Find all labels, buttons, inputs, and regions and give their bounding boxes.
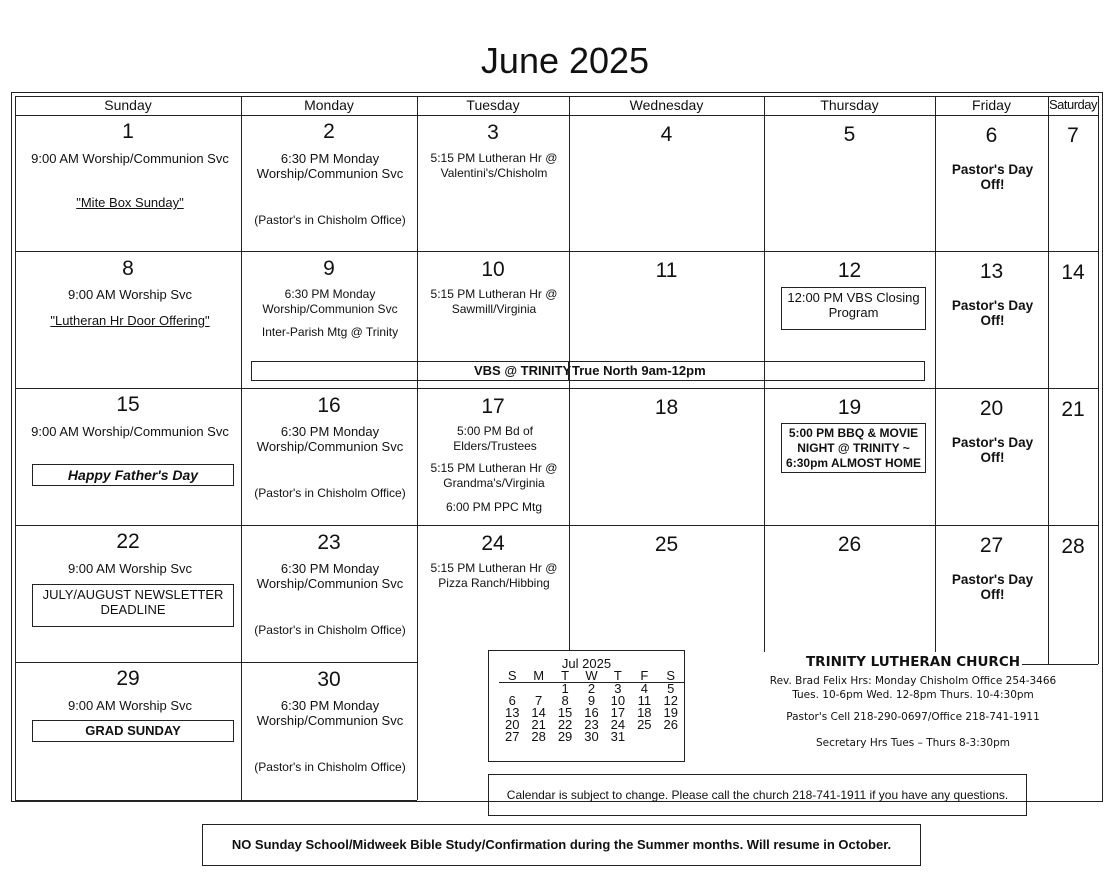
event-text: 9:00 AM Worship/Communion Svc	[31, 151, 229, 166]
day-number: 23	[317, 531, 341, 554]
mini-day: 2	[587, 681, 596, 696]
event-box: 12:00 PM VBS Closing Program	[781, 287, 926, 330]
event-text: (Pastor's in Chisholm Office)	[254, 213, 406, 227]
event-text: 6:30 PM Monday Worship/Communion Svc	[256, 151, 404, 181]
summer-note: NO Sunday School/Midweek Bible Study/Confirmation during the Summer months. Will resume in October.	[202, 824, 921, 866]
church-info	[748, 654, 1078, 750]
day-number: 2	[323, 120, 335, 143]
row-line	[15, 800, 417, 801]
day-name-wednesday: Wednesday	[629, 97, 704, 113]
mini-day: 11	[637, 693, 652, 708]
event-text: 9:00 AM Worship Svc	[67, 698, 193, 713]
col-line	[417, 96, 418, 800]
event-text: Inter-Parish Mtg @ Trinity	[261, 325, 399, 339]
vbs-banner-right: True North 9am-12pm	[572, 363, 706, 378]
mini-day: 9	[587, 693, 596, 708]
event-box: GRAD SUNDAY	[32, 720, 234, 742]
day-number: 12	[837, 259, 862, 282]
event-text: 5:15 PM Lutheran Hr @ Valentini's/Chisholm	[430, 151, 558, 180]
event-text: (Pastor's in Chisholm Office)	[254, 760, 406, 774]
day-number: 18	[654, 396, 679, 419]
mini-header: M	[525, 670, 551, 683]
day-name-friday: Friday	[972, 97, 1011, 113]
mini-day: 4	[640, 681, 648, 696]
col-line	[935, 96, 936, 652]
mini-day: 17	[610, 705, 626, 720]
col-line	[15, 96, 16, 800]
col-line	[1098, 96, 1099, 664]
day-number: 5	[843, 123, 856, 146]
mini-day: 10	[610, 693, 626, 708]
event-text: 9:00 AM Worship/Communion Svc	[31, 424, 229, 439]
day-number: 4	[660, 123, 673, 146]
day-number: 3	[487, 121, 499, 144]
day-number: 28	[1061, 535, 1085, 558]
church-hours-line: Tues. 10-6pm Wed. 12-8pm Thurs. 10-4:30pm	[792, 689, 1034, 701]
mini-day: 12	[663, 693, 678, 708]
day-number: 29	[116, 667, 140, 690]
mini-header: S	[499, 670, 525, 683]
event-box: JULY/AUGUST NEWSLETTER DEADLINE	[32, 584, 234, 627]
event-text: Pastor's Day Off!	[951, 572, 1034, 602]
event-box: Happy Father's Day	[32, 464, 234, 486]
mini-day: 23	[584, 717, 599, 732]
event-text: (Pastor's in Chisholm Office)	[254, 486, 406, 500]
mini-day: 21	[531, 717, 546, 732]
mini-day: 30	[584, 729, 599, 744]
mini-day: 29	[557, 729, 573, 744]
mini-day: 20	[504, 717, 520, 732]
day-number: 9	[323, 257, 335, 280]
event-box: 5:00 PM BBQ & MOVIE NIGHT @ TRINITY ~ 6:30pm ALMOST HOME	[781, 423, 926, 473]
mini-day	[658, 731, 684, 743]
event-text: 6:30 PM Monday Worship/Communion Svc	[262, 287, 398, 316]
event-text: 9:00 AM Worship Svc	[67, 287, 193, 302]
day-number: 14	[1061, 261, 1085, 284]
day-number: 16	[317, 394, 341, 417]
mini-calendar-grid	[499, 670, 684, 743]
church-secretary-line: Secretary Hrs Tues – Thurs 8-3:30pm	[815, 737, 1010, 749]
mini-day: 6	[508, 693, 516, 708]
day-number: 30	[317, 668, 341, 691]
vbs-divider	[568, 362, 569, 380]
day-name-tuesday: Tuesday	[466, 97, 520, 113]
day-name-sunday: Sunday	[104, 97, 152, 113]
mini-day: 28	[531, 729, 546, 744]
mini-day: 26	[663, 717, 678, 732]
mini-day: 25	[637, 717, 652, 732]
day-number: 25	[654, 533, 679, 556]
day-number: 10	[481, 258, 505, 281]
mini-day: 15	[557, 705, 573, 720]
church-name: TRINITY LUTHERAN CHURCH	[805, 654, 1021, 670]
mini-day: 24	[610, 717, 626, 732]
row-line	[15, 662, 418, 663]
page-title: June 2025	[480, 40, 650, 81]
mini-day	[631, 731, 657, 743]
mini-day: 22	[557, 717, 573, 732]
day-number: 13	[979, 260, 1004, 283]
mini-day: 3	[614, 681, 622, 696]
church-hours-line: Rev. Brad Felix Hrs: Monday Chisholm Office 254-3466	[769, 675, 1057, 687]
event-text: "Lutheran Hr Door Offering"	[50, 313, 210, 328]
mini-calendar-title: Jul 2025	[561, 656, 612, 671]
day-name-thursday: Thursday	[820, 97, 879, 113]
mini-header: W	[578, 670, 604, 683]
event-text: 5:15 PM Lutheran Hr @ Grandma's/Virginia	[430, 461, 558, 490]
event-text: "Mite Box Sunday"	[76, 195, 184, 210]
event-text: 5:15 PM Lutheran Hr @ Sawmill/Virginia	[430, 287, 558, 316]
mini-day: 16	[584, 705, 599, 720]
day-number: 22	[116, 530, 140, 553]
event-text: 9:00 AM Worship Svc	[67, 561, 193, 576]
event-text: (Pastor's in Chisholm Office)	[254, 623, 406, 637]
event-text: Pastor's Day Off!	[951, 435, 1034, 465]
vbs-banner-left: VBS @ TRINITY	[474, 363, 572, 378]
event-text: Pastor's Day Off!	[951, 298, 1034, 328]
mini-day: 31	[610, 729, 626, 744]
day-number: 1	[122, 120, 134, 143]
mini-day: 13	[504, 705, 520, 720]
day-number: 27	[979, 534, 1004, 557]
event-text: 5:00 PM Bd of Elders/Trustees	[453, 424, 537, 453]
mini-header: T	[605, 670, 631, 683]
event-text: 6:30 PM Monday Worship/Communion Svc	[256, 424, 404, 454]
mini-day: 7	[535, 693, 543, 708]
day-number: 8	[122, 257, 134, 280]
event-text: 6:30 PM Monday Worship/Communion Svc	[256, 698, 404, 728]
event-text: Pastor's Day Off!	[951, 162, 1034, 192]
vbs-banner	[251, 361, 925, 381]
mini-day: 8	[561, 693, 569, 708]
mini-day: 1	[561, 681, 569, 696]
church-contact-line: Pastor's Cell 218-290-0697/Office 218-741-1911	[786, 711, 1040, 723]
event-text: 6:30 PM Monday Worship/Communion Svc	[256, 561, 404, 591]
calendar-change-note: Calendar is subject to change. Please call the church 218-741-1911 if you have any questions.	[488, 774, 1027, 816]
mini-day: 18	[637, 705, 652, 720]
mini-header: S	[658, 670, 684, 683]
mini-header: T	[552, 670, 578, 683]
day-number: 11	[655, 259, 678, 282]
mini-day: 14	[531, 705, 546, 720]
mini-day: 5	[667, 681, 675, 696]
mini-day: 19	[663, 705, 678, 720]
event-text: 6:00 PM PPC Mtg	[445, 500, 543, 514]
day-number: 24	[481, 532, 505, 555]
col-line	[1048, 96, 1049, 664]
day-number: 19	[837, 396, 862, 419]
day-number: 15	[116, 393, 140, 416]
mini-header: F	[631, 670, 657, 683]
mini-day: 27	[504, 729, 520, 744]
day-number: 20	[979, 397, 1004, 420]
event-text: 5:15 PM Lutheran Hr @ Pizza Ranch/Hibbing	[430, 561, 558, 590]
day-number: 6	[985, 124, 998, 147]
day-name-saturday: Saturday	[1048, 97, 1098, 112]
day-number: 17	[481, 395, 505, 418]
day-number: 7	[1067, 124, 1079, 147]
day-number: 26	[837, 533, 862, 556]
col-line	[241, 96, 242, 800]
mini-calendar-july	[488, 650, 685, 762]
day-name-monday: Monday	[304, 97, 354, 113]
day-number: 21	[1061, 398, 1085, 421]
